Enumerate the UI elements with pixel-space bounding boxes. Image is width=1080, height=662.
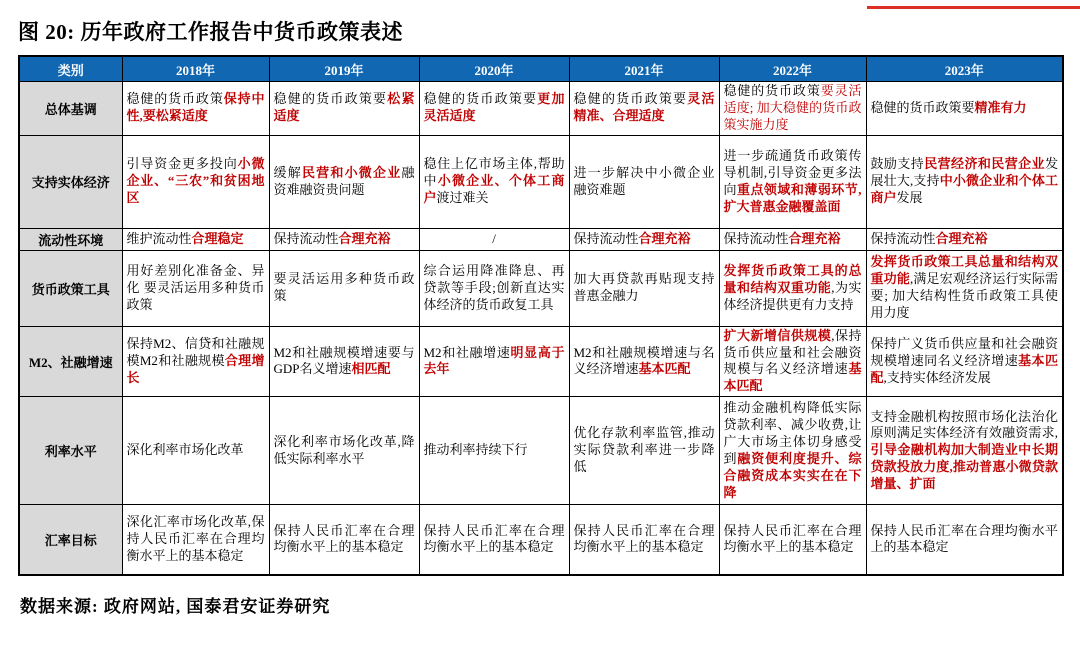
cell-text: 稳健的货币政策要 [273, 91, 388, 107]
table-row [19, 326, 1063, 397]
cell-text: 保持流动性 [273, 230, 339, 246]
table-cell [269, 228, 419, 250]
table-cell [719, 228, 866, 250]
cell-highlight-text: 基本匹配 [638, 361, 691, 377]
table-body [19, 82, 1063, 575]
cell-highlight-text: 合理稳定 [191, 230, 244, 246]
row-label: M2、社融增速 [19, 326, 122, 397]
cell-highlight-text: 更加灵活适度 [423, 91, 565, 124]
column-header-year: 2022年 [719, 56, 866, 82]
cell-text: 支持金融机构按照市场化法治化原则满足实体经济有效融资需求, [870, 408, 1058, 441]
cell-text: 要灵活运用多种货币政策 [273, 271, 415, 304]
table-cell [419, 397, 569, 505]
table-row [19, 505, 1063, 575]
cell-text: 保持流动性 [723, 230, 789, 246]
table-cell [719, 505, 866, 575]
table-cell [569, 397, 719, 505]
cell-text: 综合运用降准降息、再贷款等手段;创新直达实体经济的货币政复工具 [423, 262, 565, 312]
cell-highlight-text: 合理充裕 [338, 230, 391, 246]
table-cell [269, 397, 419, 505]
cell-highlight-text: 融资便利度提升、综合融资成本实实在在下降 [723, 450, 862, 500]
cell-text: 鼓励支持 [870, 156, 925, 172]
cell-text: ,保持货币供应量和社会融资规模与名义经济增速 [723, 327, 862, 377]
table-cell [269, 82, 419, 136]
table-cell [569, 135, 719, 228]
cell-highlight-text: 民营经济和民营企业 [924, 156, 1045, 172]
cell-text: 推动金融机构降低实际贷款利率、减少收费,让广大市场主体切身感受到 [723, 400, 862, 466]
cell-text: M2和社融增速 [423, 344, 511, 360]
table-cell [569, 228, 719, 250]
cell-text: 保持人民币汇率在合理均衡水平上的基本稳定 [273, 522, 415, 555]
table-cell [122, 228, 269, 250]
cell-text: ,支持实体经济发展 [883, 369, 991, 385]
cell-highlight-text: 松紧适度 [273, 91, 415, 124]
cell-highlight-text: 中小微企业和个体工商户 [870, 173, 1058, 206]
cell-text: 深化汇率市场化改革,保持人民币汇率在合理均衡水平上的基本稳定 [126, 514, 265, 563]
cell-text: 渡过难关 [436, 190, 489, 206]
table-cell [419, 326, 569, 397]
table-cell [419, 135, 569, 228]
cell-text: 用好差别化准备金、异化 要灵活运用多种货币政策 [126, 262, 265, 312]
table-cell [122, 250, 269, 326]
cell-text: 保持流动性 [573, 230, 639, 246]
table-cell [866, 505, 1063, 575]
table-cell [866, 82, 1063, 136]
cell-highlight-text: 相匹配 [351, 361, 391, 377]
table-cell [269, 505, 419, 575]
figure-title: 图 20: 历年政府工作报告中货币政策表述 [18, 20, 403, 44]
column-header-year: 2018年 [122, 56, 269, 82]
cell-text: 保持人民币汇率在合理均衡水平上的基本稳定 [573, 522, 715, 555]
table-cell [122, 135, 269, 228]
table-cell [122, 505, 269, 575]
table-cell [866, 135, 1063, 228]
table-cell [569, 326, 719, 397]
cell-text: 深化利率市场化改革 [126, 442, 244, 458]
cell-text: 保持人民币汇率在合理均衡水平上的基本稳定 [423, 522, 565, 555]
cell-highlight-text: 要灵活适度; 加大稳健的货币政策实施力度 [723, 83, 862, 132]
table-cell [866, 397, 1063, 505]
table-cell [269, 135, 419, 228]
row-label: 支持实体经济 [19, 135, 122, 228]
cell-text: 发展 [896, 190, 923, 206]
table-cell [719, 82, 866, 136]
cell-highlight-text: 引导金融机构加大制造业中长期贷款投放力度,推动普惠小微贷款增量、扩面 [870, 442, 1058, 492]
page-top-red-rule [867, 6, 1080, 9]
cell-text: 优化存款利率监管,推动实际贷款利率进一步降低 [573, 425, 715, 475]
table-cell [719, 250, 866, 326]
cell-text: M2和社融规模增速与名义经济增速 [573, 344, 715, 377]
cell-highlight-text: 合理充裕 [788, 230, 841, 246]
cell-text: 进一步解决中小微企业融资难题 [573, 164, 715, 197]
cell-highlight-text: 小微企业、个体工商户 [423, 173, 565, 206]
table-cell [122, 397, 269, 505]
cell-highlight-text: 重点领域和薄弱环节,扩大普惠金融覆盖面 [723, 181, 862, 214]
cell-text: 加大再贷款再贴现支持普惠金融力 [573, 271, 715, 304]
table-row [19, 135, 1063, 228]
cell-highlight-text: 灵活精准、合理适度 [573, 91, 715, 124]
table-cell [419, 228, 569, 250]
cell-highlight-text: 民营和小微企业 [301, 164, 402, 180]
cell-text: 保持人民币汇率在合理均衡水平上的基本稳定 [723, 522, 862, 555]
column-header-year: 2019年 [269, 56, 419, 82]
table-cell [569, 250, 719, 326]
table-cell [122, 326, 269, 397]
cell-text: 深化利率市场化改革,降低实际利率水平 [273, 433, 415, 466]
cell-highlight-text: 明显高于去年 [423, 344, 565, 377]
cell-highlight-text: 保持中性,要松紧适度 [126, 91, 265, 124]
table-cell [419, 82, 569, 136]
cell-highlight-text: 基本匹配 [723, 361, 862, 394]
cell-text: 进一步疏通货币政策传导机制,引导资金更多法向 [723, 147, 862, 197]
table-cell [866, 250, 1063, 326]
row-label: 利率水平 [19, 397, 122, 505]
cell-highlight-text: 基本匹配 [870, 353, 1058, 385]
cell-highlight-text: 发挥货币政策工具的总量和结构双重功能 [723, 262, 862, 295]
cell-text: 稳健的货币政策 [126, 91, 224, 107]
cell-highlight-text: 小微企业、“三农”和贫困地区 [126, 156, 265, 206]
row-label: 汇率目标 [19, 505, 122, 575]
table-cell [269, 326, 419, 397]
cell-text: 缓解 [273, 164, 302, 180]
cell-text: M2和社融规模增速要与GDP名义增速 [273, 344, 415, 377]
column-header-year: 2021年 [569, 56, 719, 82]
cell-text: ,满足宏观经济运行实际需要; 加大结构性货币政策工具使用力度 [870, 271, 1058, 321]
cell-highlight-text: 合理充裕 [638, 230, 691, 246]
policy-table [18, 55, 1064, 576]
cell-text: 稳健的货币政策要 [870, 99, 975, 115]
row-label: 流动性环境 [19, 228, 122, 250]
cell-highlight-text: 扩大新增信供规模 [723, 327, 832, 343]
table-cell [866, 326, 1063, 397]
cell-text: 引导资金更多投向 [126, 156, 238, 172]
cell-text: 稳健的货币政策 [723, 83, 821, 98]
cell-text: 维护流动性 [126, 230, 192, 246]
cell-text: 保持流动性 [870, 230, 936, 246]
cell-highlight-text: 精准有力 [974, 99, 1027, 115]
table-cell [269, 250, 419, 326]
data-source-note: 数据来源: 政府网站, 国泰君安证券研究 [20, 596, 331, 616]
table-cell [719, 397, 866, 505]
column-header-category: 类别 [19, 56, 122, 82]
table-cell [719, 326, 866, 397]
cell-text: 保持广义货币供应量和社会融资规模增速同名义经济增速 [870, 336, 1058, 368]
cell-text: ,为实体经济提供更有力支持 [723, 279, 862, 312]
cell-highlight-text: 合理充裕 [935, 230, 988, 246]
table-row [19, 250, 1063, 326]
cell-text: 保持人民币汇率在合理均衡水平上的基本稳定 [870, 522, 1058, 555]
table-cell [122, 82, 269, 136]
table-cell [419, 250, 569, 326]
header-row [19, 56, 1063, 82]
table-cell [419, 505, 569, 575]
table-cell [719, 135, 866, 228]
table-cell [866, 228, 1063, 250]
cell-highlight-text: 合理增长 [126, 353, 265, 385]
cell-text: 保持M2、信贷和社融规模M2和社融规模 [126, 336, 265, 368]
cell-text: 稳住上亿市场主体,帮助中 [423, 156, 565, 189]
table-row [19, 228, 1063, 250]
table-cell [569, 82, 719, 136]
cell-text: 融资难融资贵问题 [273, 164, 415, 197]
cell-text: 稳健的货币政策要 [423, 91, 538, 107]
table-cell [569, 505, 719, 575]
column-header-year: 2023年 [866, 56, 1063, 82]
cell-text: / [492, 230, 496, 246]
cell-text: 稳健的货币政策要 [573, 91, 688, 107]
table-row [19, 82, 1063, 136]
row-label: 货币政策工具 [19, 250, 122, 326]
cell-text: 发展壮大,支持 [870, 156, 1058, 189]
cell-text: 推动利率持续下行 [423, 442, 528, 458]
row-label: 总体基调 [19, 82, 122, 136]
cell-highlight-text: 发挥货币政策工具总量和结构双重功能 [870, 254, 1058, 287]
table-row [19, 397, 1063, 505]
column-header-year: 2020年 [419, 56, 569, 82]
